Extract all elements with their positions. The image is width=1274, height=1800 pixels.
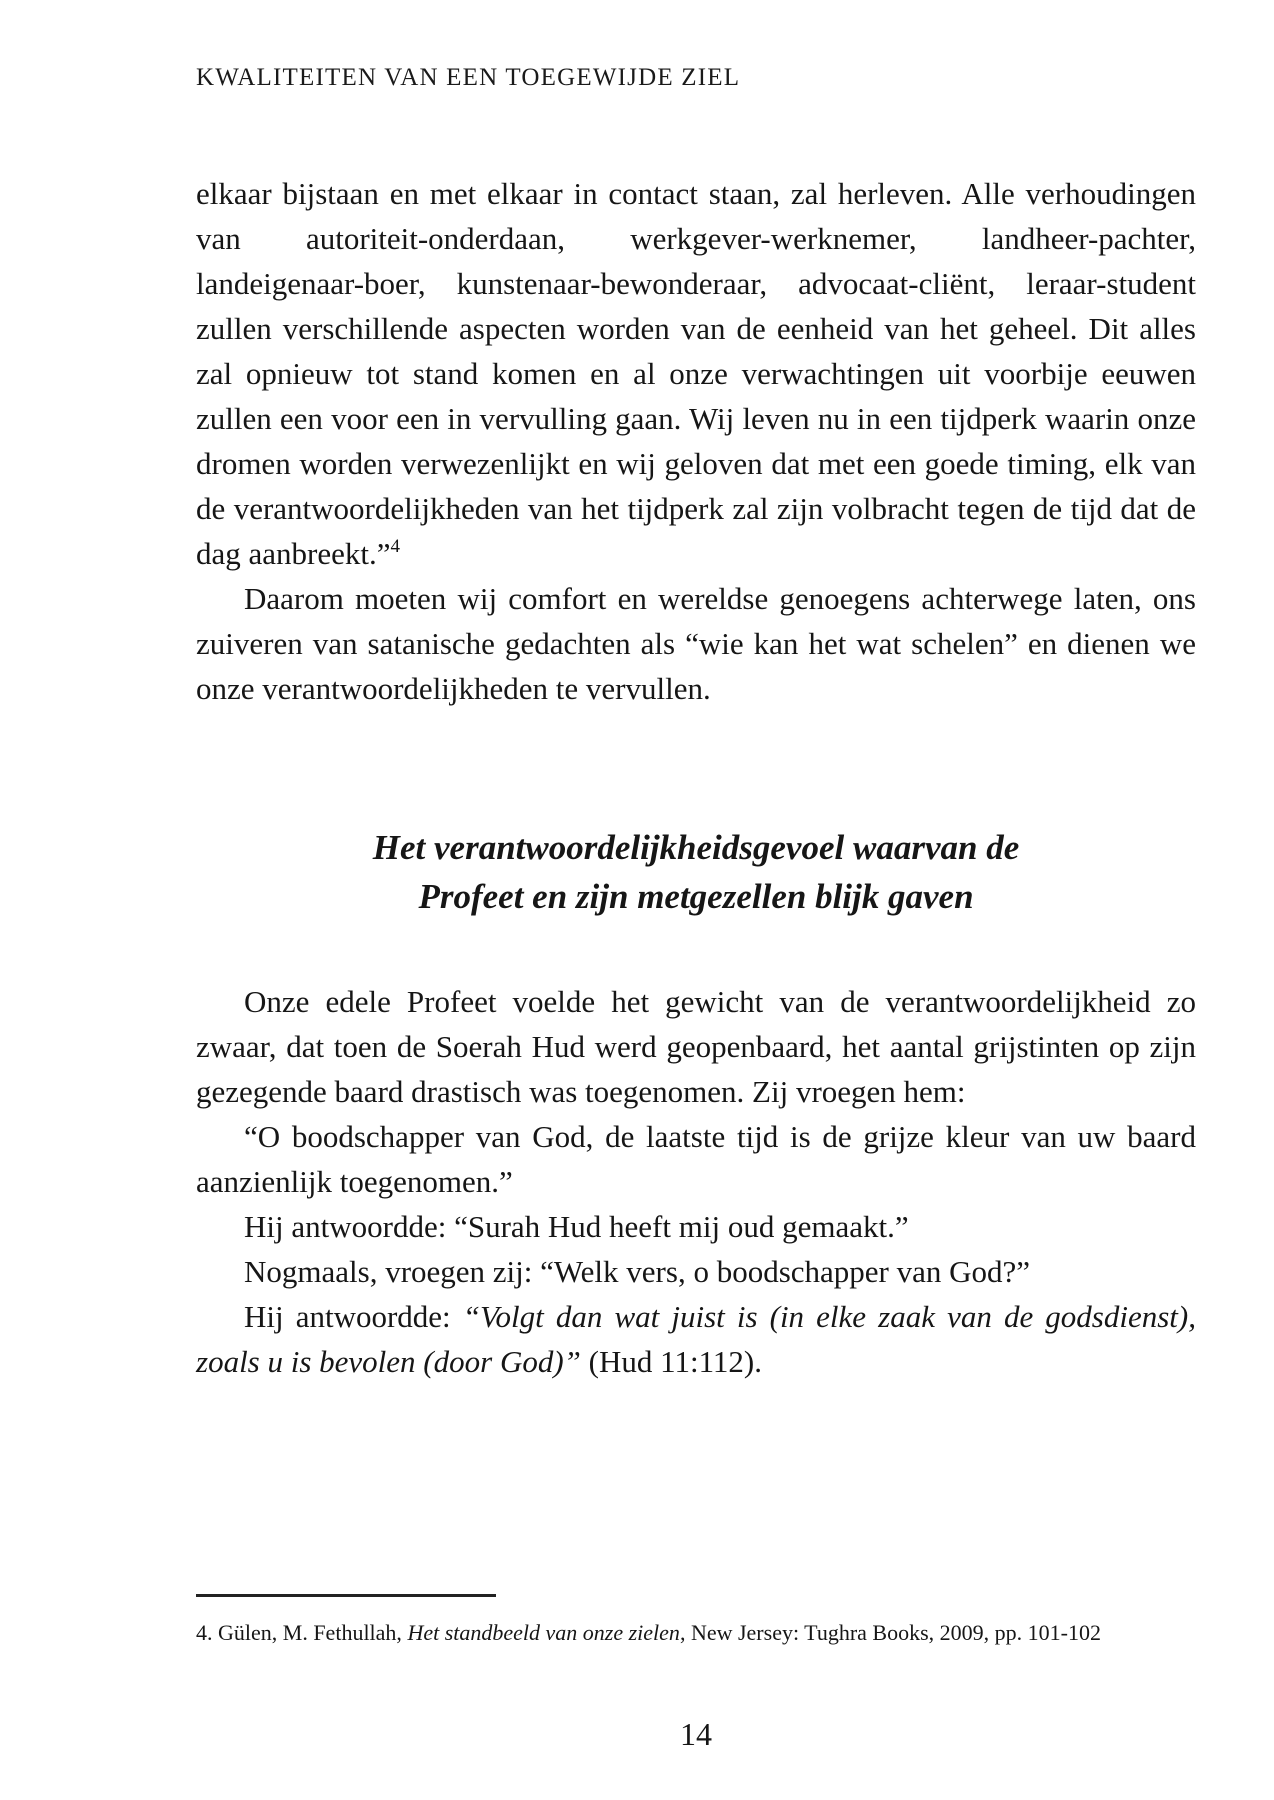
footnote-area xyxy=(196,1594,1196,1648)
paragraph-nogmaals-vraag: Nogmaals, vroegen zij: “Welk vers, o boodschapper van God?” xyxy=(244,1254,1031,1289)
verse-quote-italic: “Volgt dan wat juist is (in elke zaak van de godsdienst), zoals u is bevolen (door God)” xyxy=(196,1299,1196,1379)
footnote-book-title: Het standbeeld van onze zielen xyxy=(407,1620,680,1645)
footnote-publisher-pages: , New Jersey: Tughra Books, 2009, pp. 101-102 xyxy=(679,1620,1101,1645)
footnote-author: Gülen, M. Fethullah, xyxy=(212,1620,408,1645)
paragraph-onze-edele-profeet: Onze edele Profeet voelde het gewicht van de verantwoordelijkheid zo zwaar, dat toen de Soerah Hud werd geopenbaard, het aantal grijstinten op zijn gezegende baard drastisch was toegenomen. Zij vroegen hem: xyxy=(196,984,1196,1109)
paragraph-quote-boodschapper: “O boodschapper van God, de laatste tijd is de grijze kleur van uw baard aanzienlijk toegenomen.” xyxy=(196,1119,1196,1199)
section-heading-line-1: Het verantwoordelijkheidsgevoel waarvan de xyxy=(372,828,1020,867)
paragraph-antwoord-surah-hud: Hij antwoordde: “Surah Hud heeft mij oud gemaakt.” xyxy=(244,1209,909,1244)
page-number: 14 xyxy=(680,1716,712,1752)
section-heading-line-2: Profeet en zijn metgezellen blijk gaven xyxy=(418,877,974,916)
running-head: KWALITEITEN VAN EEN TOEGEWIJDE ZIEL xyxy=(196,64,741,91)
section-heading xyxy=(196,823,1196,921)
body-text-block xyxy=(196,171,1196,1384)
footnote-separator-rule xyxy=(196,1594,496,1597)
paragraph-continuation-text: elkaar bijstaan en met elkaar in contact staan, zal herleven. Alle verhoudingen van autoriteit-onderdaan, werkgever-werknemer, landheer-pachter, landeigenaar-boer, kunstenaar-bewonderaar, advocaat-cliënt, leraar-student zullen verschillende aspecten worden van de eenheid van het geheel. Dit alles zal opnieuw tot stand komen en al onze verwachtingen uit voorbije eeuwen zullen een voor een in vervulling gaan. Wij leven nu in een tijdperk waarin onze dromen worden verwezenlijkt en wij geloven dat met een goede timing, elk van de verantwoordelijkheden van het tijdperk zal zijn volbracht tegen de tijd dat de dag aanbreekt.” xyxy=(196,176,1196,571)
paragraph-antwoord-vers xyxy=(196,1294,1196,1384)
footnote-marker: 4. xyxy=(196,1620,213,1645)
verse-answer-prefix: Hij antwoordde: xyxy=(244,1299,463,1334)
footnote xyxy=(196,1618,1196,1648)
footnote-reference: 4 xyxy=(390,536,400,557)
paragraph-continuation xyxy=(196,171,1196,576)
paragraph-daarom: Daarom moeten wij comfort en wereldse genoegens achterwege laten, ons zuiveren van satanische gedachten als “wie kan het wat schelen” en dienen we onze verantwoordelijkheden te vervullen. xyxy=(196,581,1196,706)
verse-answer-suffix: (Hud 11:112). xyxy=(580,1344,763,1379)
